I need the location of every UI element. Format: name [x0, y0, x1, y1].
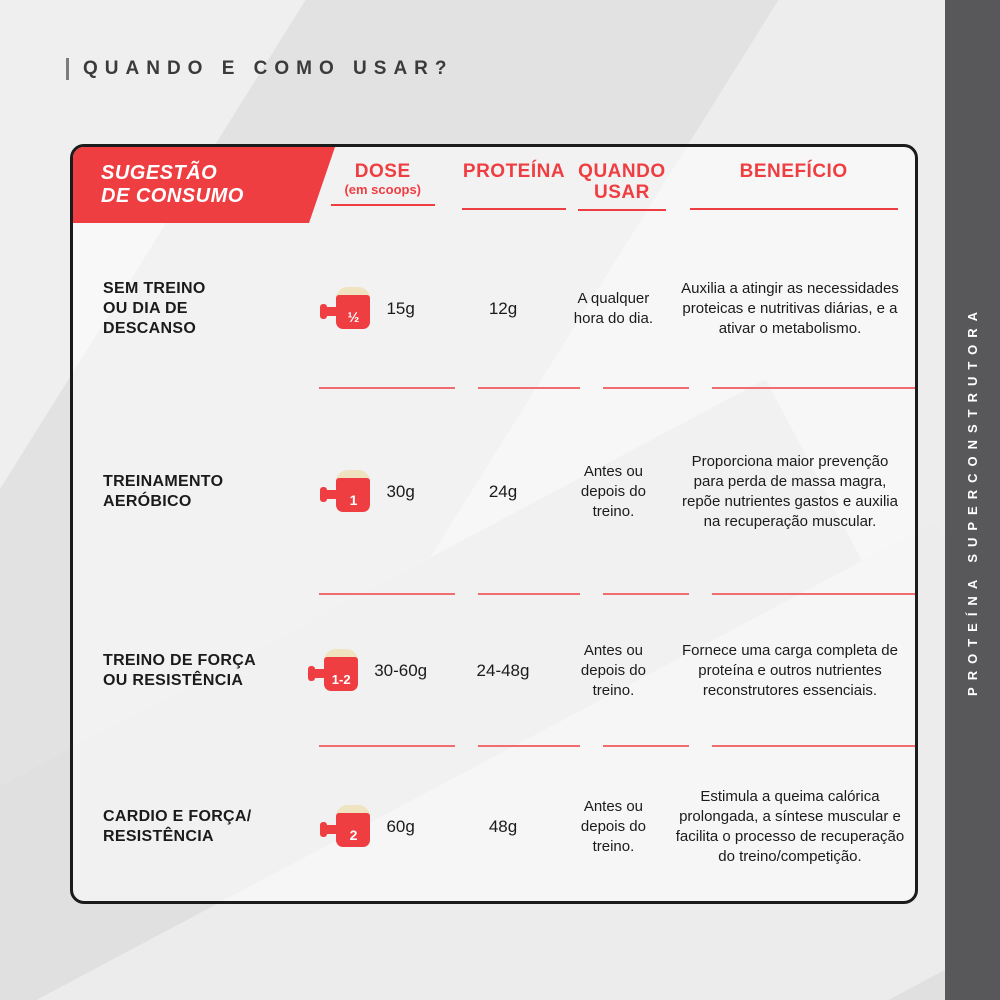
- column-header-dose-title: DOSE: [354, 161, 411, 182]
- page-header: [66, 58, 454, 80]
- row-protein: 24-48g: [476, 661, 530, 680]
- column-header-benefit: [672, 147, 915, 223]
- row-when: A qualquer hora do dia.: [573, 290, 654, 327]
- row-dose-cell: [293, 285, 444, 333]
- header-tick-icon: [66, 58, 69, 80]
- row-benefit: Fornece uma carga completa de proteína e outros nutrientes reconstrutores essenciais.: [682, 642, 898, 699]
- vertical-brand-text: PROTEÍNA SUPERCONSTRUTORA: [965, 304, 980, 696]
- row-when: Antes ou depois do treino.: [580, 463, 646, 520]
- row-dose-cell: [293, 468, 444, 516]
- row-dose: 15g: [386, 299, 415, 318]
- scoop-icon: [322, 803, 380, 851]
- column-header-when: [572, 147, 673, 223]
- consumption-table-card: [70, 144, 918, 904]
- column-header-rule: [578, 209, 666, 211]
- table-row: [73, 595, 915, 747]
- row-dose: 60g: [386, 817, 415, 836]
- column-header-protein-title: PROTEÍNA: [462, 161, 566, 182]
- table-row: [73, 747, 915, 904]
- column-header-benefit-title: BENEFÍCIO: [739, 161, 848, 182]
- scoop-icon: [322, 468, 380, 516]
- row-dose-cell: [293, 647, 444, 695]
- scoop-amount: ½: [347, 309, 360, 325]
- row-benefit: Estimula a queima calórica prolongada, a síntese muscular e facilita o processo de recuperação do treino/competição.: [675, 788, 905, 865]
- row-label: TREINAMENTO AERÓBICO: [103, 473, 224, 510]
- column-header-rule: [690, 208, 898, 210]
- column-header-when-subtitle: USAR: [593, 182, 650, 203]
- table-banner: [73, 147, 309, 223]
- row-dose: 30g: [386, 482, 415, 501]
- table-row: [73, 229, 915, 389]
- row-protein: 24g: [488, 482, 518, 501]
- row-benefit: Proporciona maior prevenção para perda de massa magra, repõe nutrientes gastos e auxilia na recuperação muscular.: [681, 453, 898, 530]
- page-title: QUANDO E COMO USAR?: [83, 58, 454, 79]
- banner-line-2: DE CONSUMO: [101, 185, 244, 207]
- column-header-dose: [309, 147, 456, 223]
- scoop-amount: 2: [349, 827, 358, 843]
- row-label: CARDIO E FORÇA/ RESISTÊNCIA: [103, 808, 252, 845]
- banner-line-1: SUGESTÃO: [101, 162, 218, 184]
- table-row: [73, 389, 915, 595]
- scoop-icon: [310, 647, 368, 695]
- column-header-dose-subtitle: (em scoops): [344, 182, 422, 197]
- scoop-amount: 1-2: [331, 671, 351, 687]
- column-header-rule: [462, 208, 566, 210]
- row-protein: 48g: [488, 817, 518, 836]
- row-when: Antes ou depois do treino.: [580, 642, 646, 699]
- row-protein: 12g: [488, 299, 518, 318]
- vertical-brand-bar: [945, 0, 1000, 1000]
- row-dose: 30-60g: [374, 661, 428, 680]
- row-label: TREINO DE FORÇA OU RESISTÊNCIA: [103, 652, 256, 689]
- table-column-headers: [309, 147, 915, 223]
- column-header-rule: [331, 204, 435, 206]
- row-benefit: Auxilia a atingir as necessidades proteicas e nutritivas diárias, e a ativar o metabolismo.: [681, 280, 899, 337]
- row-label: SEM TREINO OU DIA DE DESCANSO: [103, 280, 206, 337]
- column-header-when-title: QUANDO: [578, 161, 666, 182]
- scoop-icon: [322, 285, 380, 333]
- column-header-protein: [456, 147, 571, 223]
- table-rows: [73, 229, 915, 901]
- scoop-amount: 1: [349, 492, 358, 508]
- row-when: Antes ou depois do treino.: [580, 798, 646, 855]
- row-dose-cell: [293, 803, 444, 851]
